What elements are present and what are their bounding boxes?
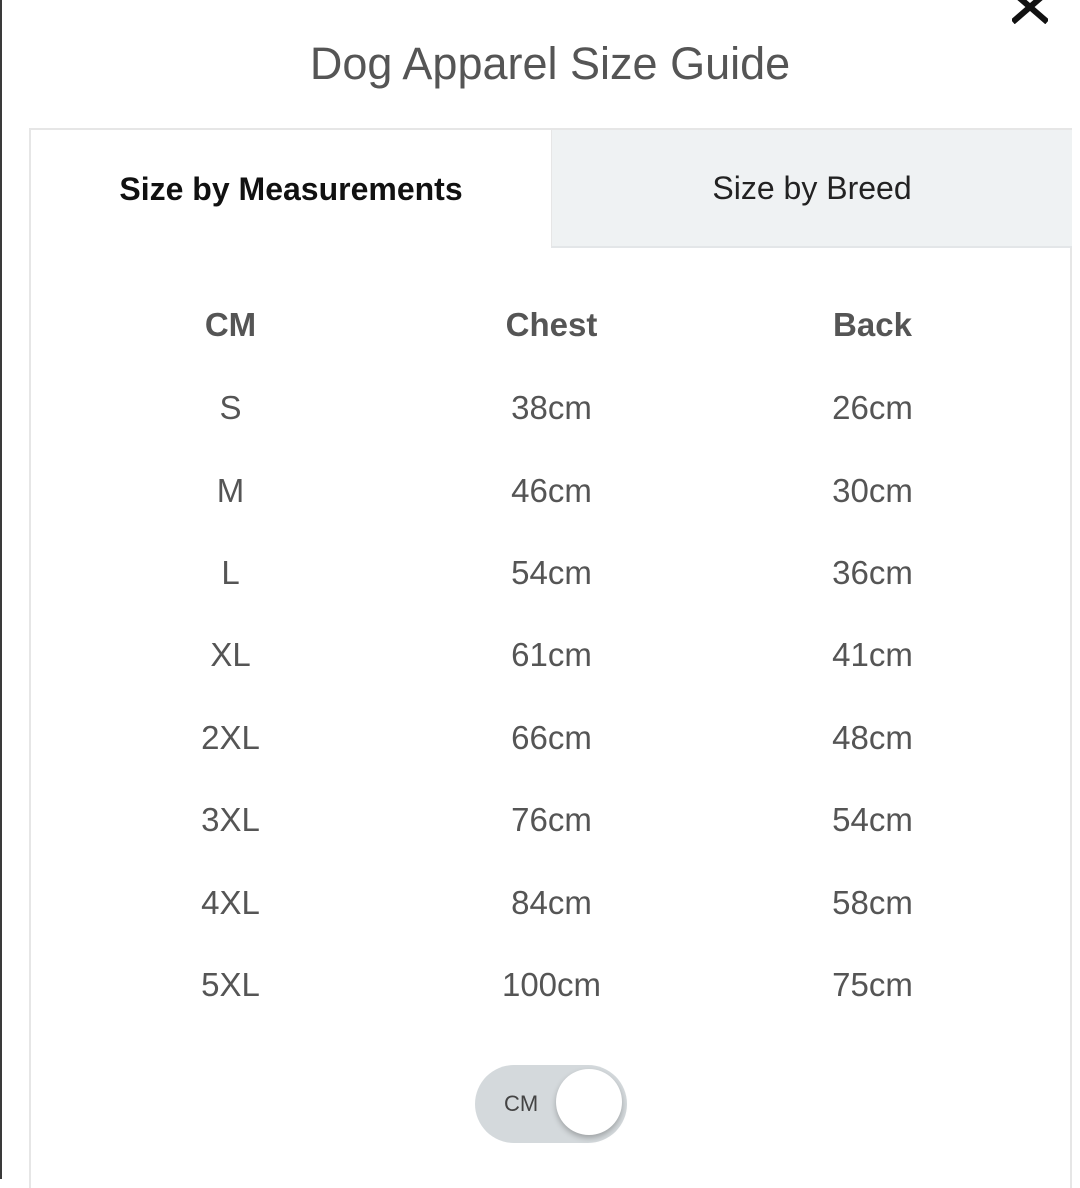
column-header-chest: Chest [505,305,598,343]
size-guide-panel [29,128,1072,1188]
back-cell: 30cm [832,471,913,509]
size-cell: S [219,389,242,427]
back-cell: 54cm [832,801,913,839]
size-cell: 5XL [201,965,260,1003]
chest-cell: 46cm [511,471,592,509]
size-cell: 4XL [201,883,260,921]
table-row [70,944,1033,1026]
chest-cell: 84cm [511,883,592,921]
back-cell: 48cm [832,718,913,756]
table-row [70,449,1033,531]
close-icon [1012,0,1048,24]
table-row [70,367,1033,449]
modal-title: Dog Apparel Size Guide [309,38,791,89]
window-edge [0,0,2,1179]
size-cell: M [216,471,245,509]
tab-size-by-measurements[interactable]: Size by Measurements [31,130,551,248]
chest-cell: 100cm [501,965,602,1003]
table-row [70,697,1033,779]
column-header-back: Back [833,305,912,343]
table-header-row [70,282,1033,367]
table-row [70,861,1033,943]
unit-toggle[interactable] [475,1065,627,1143]
size-cell: XL [210,636,251,674]
tab-bar [31,130,1072,248]
chest-cell: 61cm [511,636,592,674]
back-cell: 36cm [832,553,913,591]
back-cell: 58cm [832,883,913,921]
back-cell: 41cm [832,636,913,674]
size-table [70,282,1033,1026]
close-button[interactable] [1012,0,1048,24]
column-header-unit: CM [204,305,257,343]
table-row [70,614,1033,696]
size-cell: L [221,553,240,591]
back-cell: 75cm [832,965,913,1003]
table-row [70,532,1033,614]
back-cell: 26cm [832,389,913,427]
tab-size-by-breed[interactable]: Size by Breed [551,130,1072,248]
chest-cell: 54cm [511,553,592,591]
unit-toggle-knob[interactable] [556,1069,622,1135]
chest-cell: 66cm [511,718,592,756]
size-cell: 3XL [201,801,260,839]
table-row [70,779,1033,861]
unit-toggle-label: CM [504,1091,539,1116]
chest-cell: 38cm [511,389,592,427]
chest-cell: 76cm [511,801,592,839]
size-cell: 2XL [201,718,260,756]
